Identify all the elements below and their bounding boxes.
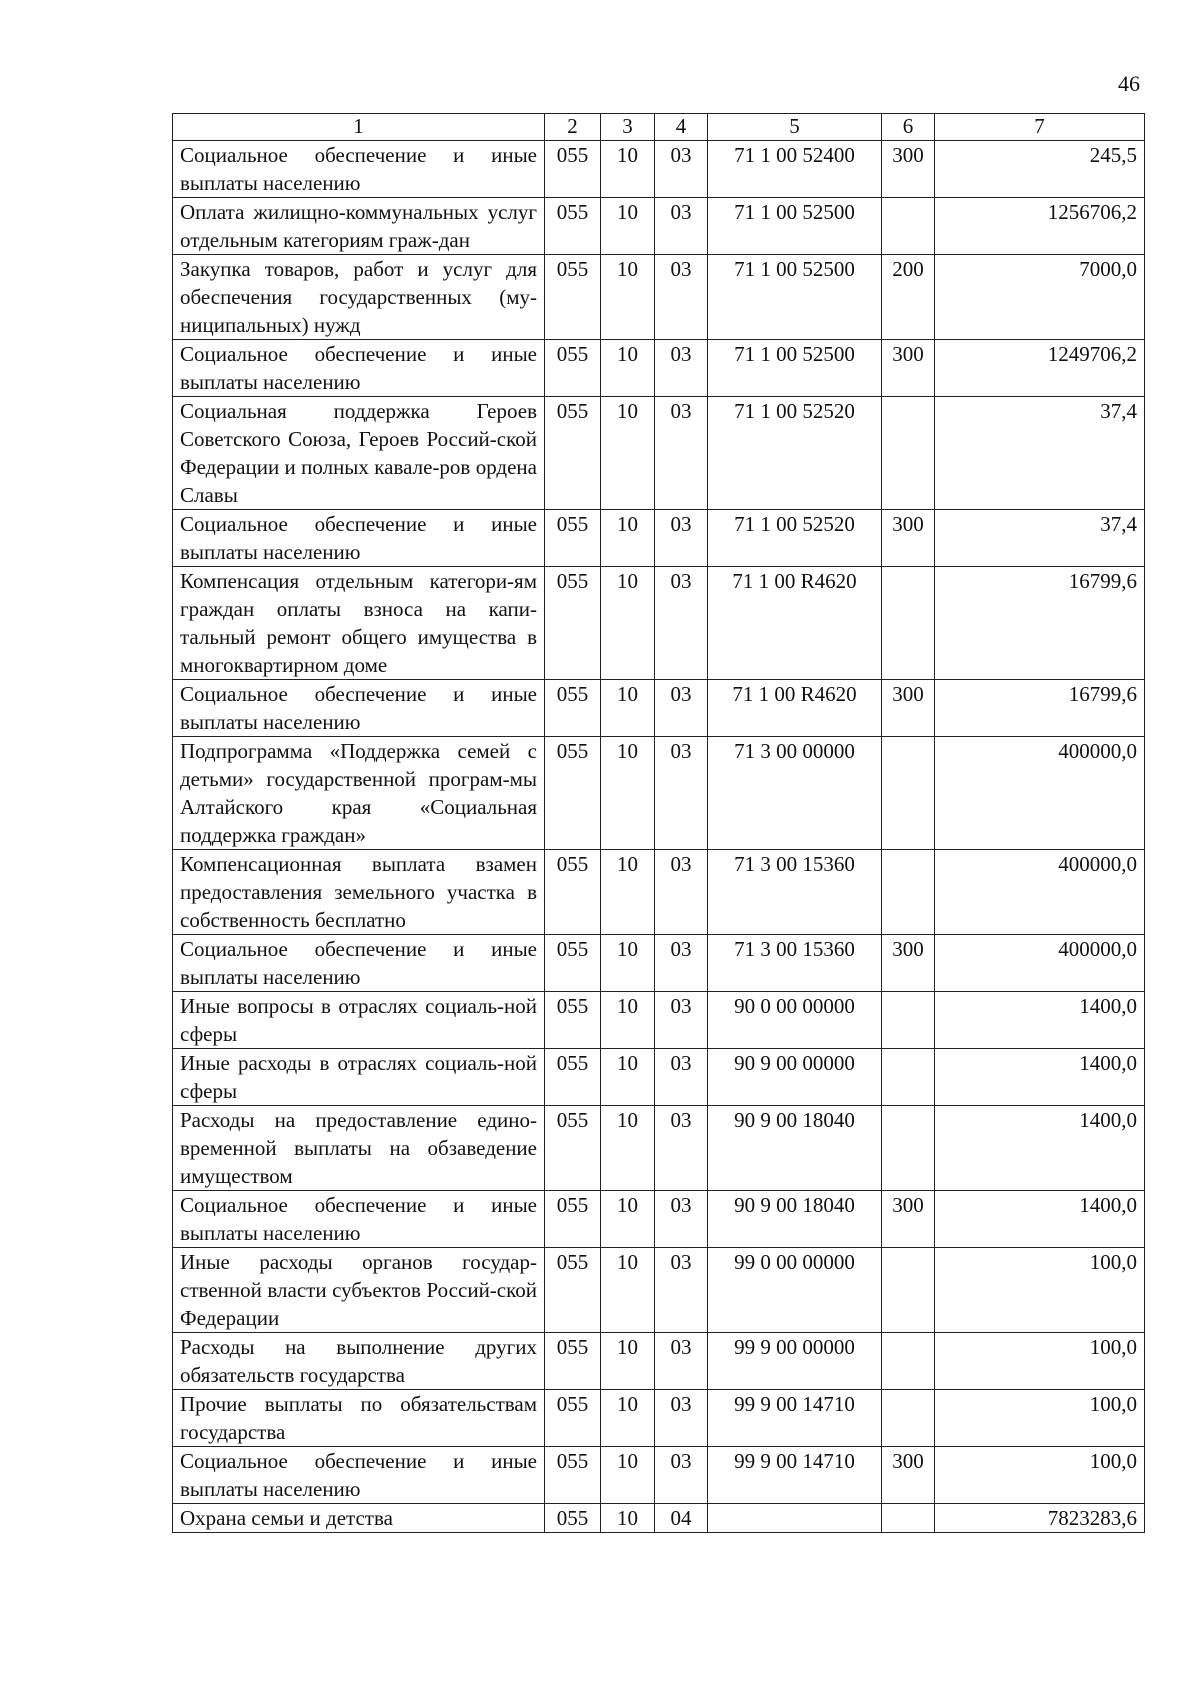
- row-code-4-cell: 04: [655, 1504, 708, 1533]
- row-code-3-cell: 10: [601, 1390, 655, 1447]
- row-amount-cell: 1249706,2: [935, 340, 1145, 397]
- table-row: [173, 1333, 1145, 1390]
- row-code-6-cell: [882, 397, 935, 510]
- row-code-3-cell: 10: [601, 1248, 655, 1333]
- row-amount-cell: 245,5: [935, 141, 1145, 198]
- row-code-6-cell: 300: [882, 680, 935, 737]
- table-row: [173, 198, 1145, 255]
- row-code-2-cell: 055: [545, 397, 601, 510]
- row-code-3-cell: 10: [601, 567, 655, 680]
- row-amount-cell: 1256706,2: [935, 198, 1145, 255]
- table-body: [173, 141, 1145, 1533]
- row-code-2-cell: 055: [545, 737, 601, 850]
- row-code-2-cell: 055: [545, 510, 601, 567]
- row-code-2-cell: 055: [545, 141, 601, 198]
- row-code-3-cell: 10: [601, 1333, 655, 1390]
- row-name-cell: Социальное обеспечение и иные выплаты населению: [173, 1447, 545, 1504]
- row-code-4-cell: 03: [655, 850, 708, 935]
- row-amount-cell: 1400,0: [935, 1049, 1145, 1106]
- column-header-2: 2: [545, 114, 601, 141]
- table-row: [173, 935, 1145, 992]
- row-code-6-cell: [882, 1504, 935, 1533]
- table-row: [173, 510, 1145, 567]
- row-code-4-cell: 03: [655, 935, 708, 992]
- table-row: [173, 680, 1145, 737]
- table-row: [173, 737, 1145, 850]
- row-code-4-cell: 03: [655, 680, 708, 737]
- row-code-3-cell: 10: [601, 1191, 655, 1248]
- row-code-5-cell: 71 3 00 15360: [708, 850, 882, 935]
- page-number: 46: [1118, 71, 1140, 96]
- row-code-3-cell: 10: [601, 1049, 655, 1106]
- row-amount-cell: 100,0: [935, 1248, 1145, 1333]
- row-code-3-cell: 10: [601, 340, 655, 397]
- row-code-2-cell: 055: [545, 1390, 601, 1447]
- row-code-2-cell: 055: [545, 340, 601, 397]
- budget-table: [172, 113, 1145, 1533]
- row-code-4-cell: 03: [655, 198, 708, 255]
- row-code-5-cell: 71 1 00 52400: [708, 141, 882, 198]
- row-code-4-cell: 03: [655, 992, 708, 1049]
- table-row: [173, 141, 1145, 198]
- row-amount-cell: 1400,0: [935, 992, 1145, 1049]
- row-code-5-cell: 71 3 00 00000: [708, 737, 882, 850]
- table-row: [173, 340, 1145, 397]
- row-code-6-cell: [882, 1390, 935, 1447]
- row-code-6-cell: [882, 1049, 935, 1106]
- row-code-5-cell: 71 1 00 R4620: [708, 680, 882, 737]
- row-name-cell: Социальное обеспечение и иные выплаты населению: [173, 680, 545, 737]
- column-header-4: 4: [655, 114, 708, 141]
- table-row: [173, 1106, 1145, 1191]
- row-name-cell: Расходы на выполнение других обязательств государства: [173, 1333, 545, 1390]
- row-code-5-cell: 71 1 00 52520: [708, 397, 882, 510]
- row-code-4-cell: 03: [655, 1333, 708, 1390]
- row-amount-cell: 37,4: [935, 397, 1145, 510]
- row-code-2-cell: 055: [545, 1106, 601, 1191]
- column-header-7: 7: [935, 114, 1145, 141]
- row-amount-cell: 400000,0: [935, 935, 1145, 992]
- row-name-cell: Социальное обеспечение и иные выплаты населению: [173, 141, 545, 198]
- table-row: [173, 1248, 1145, 1333]
- row-code-5-cell: 71 1 00 52520: [708, 510, 882, 567]
- row-code-4-cell: 03: [655, 1248, 708, 1333]
- row-code-6-cell: 300: [882, 1191, 935, 1248]
- row-name-cell: Социальное обеспечение и иные выплаты населению: [173, 935, 545, 992]
- row-code-4-cell: 03: [655, 510, 708, 567]
- table-row: [173, 1447, 1145, 1504]
- row-amount-cell: 7000,0: [935, 255, 1145, 340]
- row-amount-cell: 1400,0: [935, 1106, 1145, 1191]
- column-header-1: 1: [173, 114, 545, 141]
- row-code-4-cell: 03: [655, 1390, 708, 1447]
- row-amount-cell: 100,0: [935, 1390, 1145, 1447]
- row-code-3-cell: 10: [601, 935, 655, 992]
- row-name-cell: Иные расходы в отраслях социаль-ной сферы: [173, 1049, 545, 1106]
- row-code-6-cell: [882, 1333, 935, 1390]
- row-amount-cell: 400000,0: [935, 850, 1145, 935]
- row-amount-cell: 400000,0: [935, 737, 1145, 850]
- row-code-4-cell: 03: [655, 1049, 708, 1106]
- row-code-5-cell: 90 0 00 00000: [708, 992, 882, 1049]
- row-code-3-cell: 10: [601, 1447, 655, 1504]
- row-name-cell: Иные расходы органов государ-ственной власти субъектов Россий-ской Федерации: [173, 1248, 545, 1333]
- column-header-3: 3: [601, 114, 655, 141]
- row-code-2-cell: 055: [545, 992, 601, 1049]
- row-code-6-cell: 200: [882, 255, 935, 340]
- row-code-4-cell: 03: [655, 255, 708, 340]
- row-code-4-cell: 03: [655, 567, 708, 680]
- row-code-6-cell: [882, 567, 935, 680]
- row-code-5-cell: 90 9 00 18040: [708, 1106, 882, 1191]
- row-code-5-cell: 90 9 00 00000: [708, 1049, 882, 1106]
- row-code-3-cell: 10: [601, 255, 655, 340]
- row-code-3-cell: 10: [601, 510, 655, 567]
- row-code-2-cell: 055: [545, 680, 601, 737]
- row-name-cell: Компенсационная выплата взамен предоставления земельного участка в собственность бесплатно: [173, 850, 545, 935]
- column-header-6: 6: [882, 114, 935, 141]
- row-name-cell: Прочие выплаты по обязательствам государства: [173, 1390, 545, 1447]
- table-row: [173, 567, 1145, 680]
- row-name-cell: Социальное обеспечение и иные выплаты населению: [173, 340, 545, 397]
- row-code-3-cell: 10: [601, 1504, 655, 1533]
- row-code-5-cell: 71 3 00 15360: [708, 935, 882, 992]
- table-row: [173, 255, 1145, 340]
- row-name-cell: Оплата жилищно-коммунальных услуг отдельным категориям граж-дан: [173, 198, 545, 255]
- row-name-cell: Компенсация отдельным категори-ям граждан оплаты взноса на капи-тальный ремонт общего имущества в многоквартирном доме: [173, 567, 545, 680]
- column-header-5: 5: [708, 114, 882, 141]
- row-code-5-cell: 99 9 00 00000: [708, 1333, 882, 1390]
- row-name-cell: Социальное обеспечение и иные выплаты населению: [173, 1191, 545, 1248]
- row-code-3-cell: 10: [601, 397, 655, 510]
- table-row: [173, 1504, 1145, 1533]
- table-row: [173, 1049, 1145, 1106]
- row-code-4-cell: 03: [655, 397, 708, 510]
- row-code-3-cell: 10: [601, 198, 655, 255]
- row-name-cell: Социальное обеспечение и иные выплаты населению: [173, 510, 545, 567]
- row-code-3-cell: 10: [601, 737, 655, 850]
- row-code-4-cell: 03: [655, 1191, 708, 1248]
- row-code-6-cell: 300: [882, 340, 935, 397]
- row-amount-cell: 16799,6: [935, 680, 1145, 737]
- row-code-4-cell: 03: [655, 737, 708, 850]
- row-code-3-cell: 10: [601, 1106, 655, 1191]
- row-code-4-cell: 03: [655, 1447, 708, 1504]
- row-code-2-cell: 055: [545, 935, 601, 992]
- row-code-6-cell: 300: [882, 510, 935, 567]
- table-row: [173, 992, 1145, 1049]
- row-name-cell: Социальная поддержка Героев Советского Союза, Героев Россий-ской Федерации и полных кавале-ров ордена Славы: [173, 397, 545, 510]
- row-code-2-cell: 055: [545, 850, 601, 935]
- row-amount-cell: 1400,0: [935, 1191, 1145, 1248]
- row-code-5-cell: 99 0 00 00000: [708, 1248, 882, 1333]
- row-code-6-cell: [882, 992, 935, 1049]
- row-code-2-cell: 055: [545, 1191, 601, 1248]
- row-code-5-cell: 71 1 00 52500: [708, 198, 882, 255]
- row-code-6-cell: 300: [882, 1447, 935, 1504]
- row-code-2-cell: 055: [545, 255, 601, 340]
- row-amount-cell: 7823283,6: [935, 1504, 1145, 1533]
- row-code-4-cell: 03: [655, 340, 708, 397]
- row-name-cell: Охрана семьи и детства: [173, 1504, 545, 1533]
- row-code-5-cell: 99 9 00 14710: [708, 1447, 882, 1504]
- row-amount-cell: 16799,6: [935, 567, 1145, 680]
- row-code-2-cell: 055: [545, 1049, 601, 1106]
- row-amount-cell: 100,0: [935, 1333, 1145, 1390]
- row-code-2-cell: 055: [545, 1504, 601, 1533]
- row-code-6-cell: [882, 1106, 935, 1191]
- row-name-cell: Закупка товаров, работ и услуг для обеспечения государственных (му-ниципальных) нужд: [173, 255, 545, 340]
- row-code-4-cell: 03: [655, 141, 708, 198]
- table-row: [173, 397, 1145, 510]
- table-row: [173, 1191, 1145, 1248]
- row-code-6-cell: [882, 737, 935, 850]
- header-row: [173, 114, 1145, 141]
- row-code-4-cell: 03: [655, 1106, 708, 1191]
- row-name-cell: Иные вопросы в отраслях социаль-ной сферы: [173, 992, 545, 1049]
- row-amount-cell: 37,4: [935, 510, 1145, 567]
- row-code-5-cell: 71 1 00 52500: [708, 340, 882, 397]
- row-code-6-cell: [882, 1248, 935, 1333]
- row-code-2-cell: 055: [545, 1248, 601, 1333]
- row-code-6-cell: [882, 850, 935, 935]
- row-code-5-cell: 90 9 00 18040: [708, 1191, 882, 1248]
- row-code-2-cell: 055: [545, 567, 601, 680]
- row-code-5-cell: [708, 1504, 882, 1533]
- row-code-2-cell: 055: [545, 198, 601, 255]
- row-code-3-cell: 10: [601, 992, 655, 1049]
- row-code-3-cell: 10: [601, 680, 655, 737]
- row-code-5-cell: 71 1 00 R4620: [708, 567, 882, 680]
- row-code-2-cell: 055: [545, 1333, 601, 1390]
- row-code-5-cell: 71 1 00 52500: [708, 255, 882, 340]
- row-code-3-cell: 10: [601, 850, 655, 935]
- row-name-cell: Подпрограмма «Поддержка семей с детьми» государственной програм-мы Алтайского края «Социальная поддержка граждан»: [173, 737, 545, 850]
- row-code-6-cell: [882, 198, 935, 255]
- row-code-5-cell: 99 9 00 14710: [708, 1390, 882, 1447]
- row-code-6-cell: 300: [882, 935, 935, 992]
- row-code-6-cell: 300: [882, 141, 935, 198]
- row-amount-cell: 100,0: [935, 1447, 1145, 1504]
- row-name-cell: Расходы на предоставление едино-временной выплаты на обзаведение имуществом: [173, 1106, 545, 1191]
- table-row: [173, 1390, 1145, 1447]
- row-code-2-cell: 055: [545, 1447, 601, 1504]
- table-row: [173, 850, 1145, 935]
- row-code-3-cell: 10: [601, 141, 655, 198]
